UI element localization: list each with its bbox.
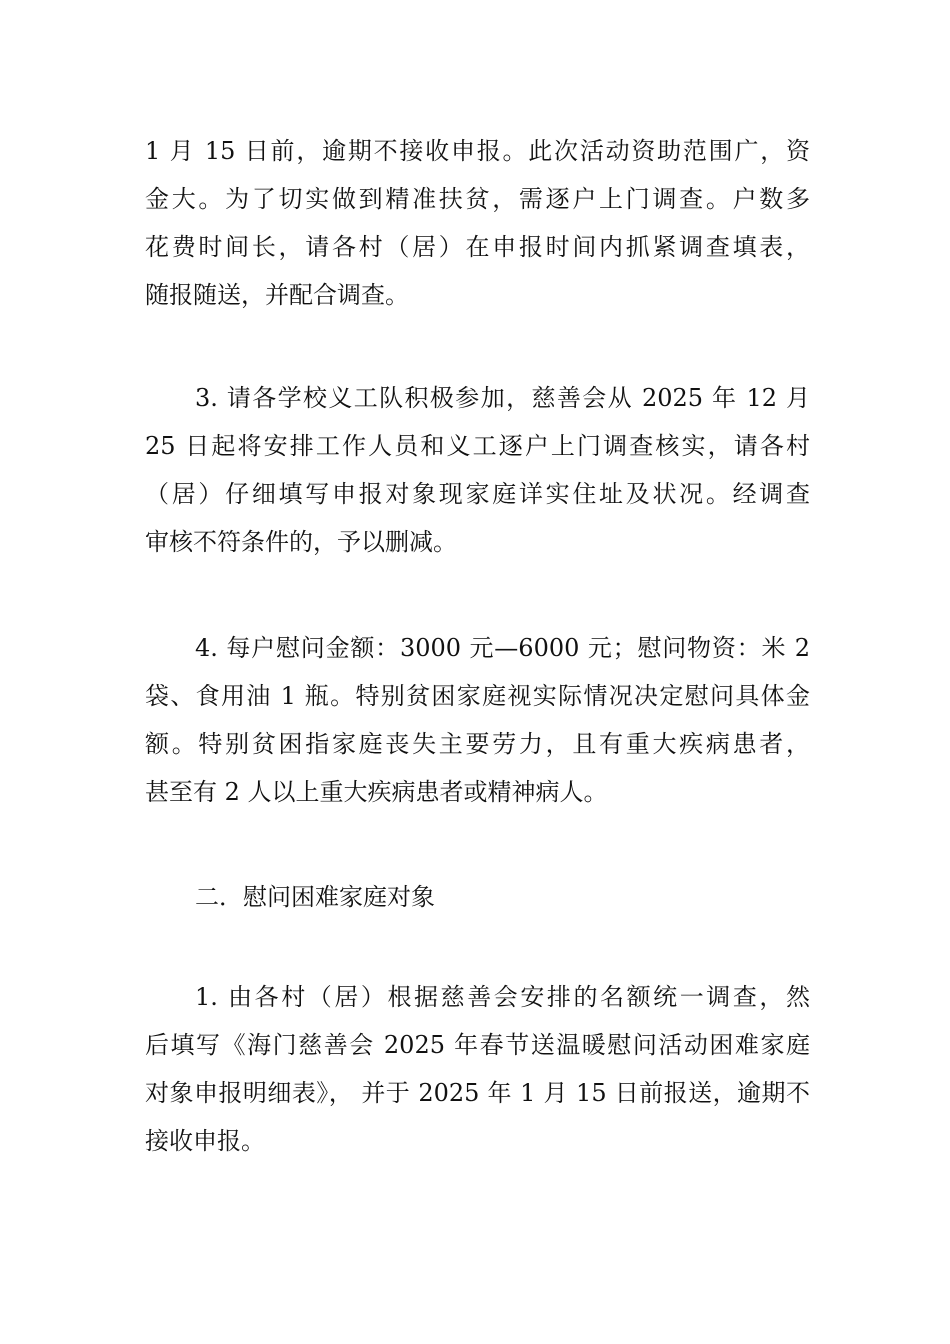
section-heading: 二．慰问困难家庭对象 — [195, 883, 435, 911]
text-line: 1. 由各村（居）根据慈善会安排的名额统一调查，然 — [195, 983, 810, 1011]
text-line: （居）仔细填写申报对象现家庭详实住址及状况。经调查 — [145, 480, 810, 508]
text-line: 袋、食用油 1 瓶。特别贫困家庭视实际情况决定慰问具体金 — [145, 682, 810, 710]
text-line: 25 日起将安排工作人员和义工逐户上门调查核实，请各村 — [145, 432, 810, 460]
text-line: 审核不符条件的，予以删减。 — [145, 528, 457, 556]
text-line: 对象申报明细表》， 并于 2025 年 1 月 15 日前报送，逾期不 — [145, 1079, 810, 1107]
text-line: 后填写《海门慈善会 2025 年春节送温暖慰问活动困难家庭 — [145, 1031, 810, 1059]
paragraph-item-3 — [145, 374, 810, 566]
paragraph-deadline-continuation — [145, 127, 810, 319]
paragraph-item-4 — [145, 624, 810, 816]
text-line: 3. 请各学校义工队积极参加，慈善会从 2025 年 12 月 — [195, 384, 810, 412]
text-line: 随报随送，并配合调查。 — [145, 281, 409, 309]
text-line: 1 月 15 日前，逾期不接收申报。此次活动资助范围广，资 — [145, 137, 810, 165]
text-line: 花费时间长，请各村（居）在申报时间内抓紧调查填表， — [145, 233, 810, 261]
text-line: 额。特别贫困指家庭丧失主要劳力，且有重大疾病患者， — [145, 730, 810, 758]
text-line: 接收申报。 — [145, 1127, 265, 1155]
paragraph-section-item-1 — [145, 973, 810, 1165]
text-line: 金大。为了切实做到精准扶贫，需逐户上门调查。户数多 — [145, 185, 810, 213]
text-line: 4. 每户慰问金额：3000 元—6000 元；慰问物资：米 2 — [195, 634, 810, 662]
text-line: 甚至有 2 人以上重大疾病患者或精神病人。 — [145, 778, 608, 806]
